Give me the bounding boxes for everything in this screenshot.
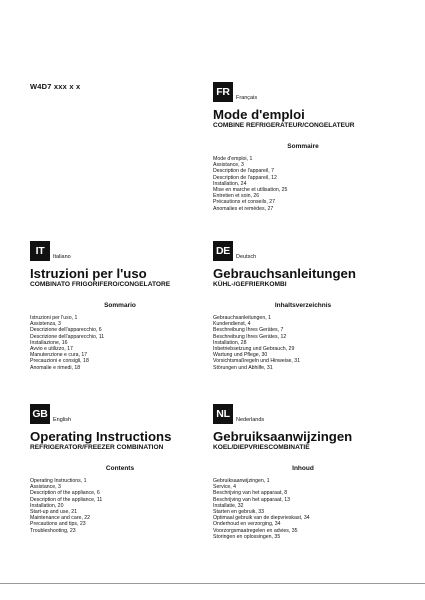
toc-heading: Inhoud xyxy=(292,465,314,472)
toc-entry: Installation, 20 xyxy=(30,502,64,509)
toc-entry: Gebrauchsanleitungen, 1 xyxy=(213,315,271,321)
manual-subtitle: COMBINE REFRIGERATEUR/CONGELATEUR xyxy=(213,122,355,129)
toc-entry: Manutenzione e cura, 17 xyxy=(30,352,88,359)
language-name: English xyxy=(53,417,72,423)
language-badge: IT xyxy=(30,241,50,261)
toc-entry: Onderhoud en verzorging, 34 xyxy=(213,521,281,528)
toc-entry: Vorsichtsmaßregeln und Hinweise, 31 xyxy=(213,358,301,365)
language-header xyxy=(213,403,393,424)
toc-entry: Mode d'emploi, 1 xyxy=(213,156,253,162)
toc-entry: Inbetriebsetzung und Gebrauch, 29 xyxy=(213,346,295,353)
toc-entry: Maintenance and care, 22 xyxy=(30,515,90,522)
toc-list xyxy=(213,156,393,212)
toc-entry: Description of the appliance, 11 xyxy=(30,496,103,503)
toc-list xyxy=(213,315,393,371)
toc-entry: Beschrijving van het apparaat, 8 xyxy=(213,490,288,497)
toc-entry: Operating Instructions, 1 xyxy=(30,478,87,484)
model-number: W4D7 xxx x x xyxy=(30,82,81,91)
toc-entry: Beschrijving van het apparaat, 13 xyxy=(213,496,290,503)
toc-entry: Description de l'appareil, 7 xyxy=(213,168,274,175)
section-gb xyxy=(30,403,210,534)
manual-subtitle: KÜHL-/GEFRIERKOMBI xyxy=(213,281,287,288)
toc-entry: Istruzioni per l'uso, 1 xyxy=(30,315,78,321)
toc-list xyxy=(30,315,210,371)
toc-entry: Description of the appliance, 6 xyxy=(30,490,100,497)
toc-entry: Störungen und Abhilfe, 31 xyxy=(213,364,273,371)
toc-entry: Précautions et conseils, 27 xyxy=(213,199,275,206)
toc-entry: Description de l'appareil, 12 xyxy=(213,174,277,181)
toc-entry: Precautions and tips, 23 xyxy=(30,521,86,528)
section-nl xyxy=(213,403,393,540)
section-fr xyxy=(213,81,393,212)
section-de xyxy=(213,240,393,371)
toc-entry: Gebruiksaanwijzingen, 1 xyxy=(213,478,270,484)
toc-entry: Mise en marche et utilisation, 25 xyxy=(213,187,288,194)
language-badge: DE xyxy=(213,241,233,261)
toc-heading: Contents xyxy=(105,465,135,472)
toc-entry: Avvio e utilizzo, 17 xyxy=(30,346,73,353)
toc-entry: Storingen en oplossingen, 35 xyxy=(213,533,281,540)
toc-entry: Installation, 24 xyxy=(213,180,247,187)
section-it xyxy=(30,240,210,371)
manual-title: Operating Instructions xyxy=(30,429,172,444)
manual-title: Gebruiksaanwijzingen xyxy=(213,429,353,444)
toc-list xyxy=(30,478,210,534)
toc-entry: Entretien et soin, 26 xyxy=(213,193,260,200)
manual-subtitle: COMBINATO FRIGORIFERO/CONGELATORE xyxy=(30,281,171,288)
language-name: Italiano xyxy=(53,254,71,260)
toc-entry: Assistance, 3 xyxy=(213,162,244,169)
language-header xyxy=(30,240,210,261)
manual-subtitle: REFRIGERATOR/FREEZER COMBINATION xyxy=(30,444,164,451)
language-header xyxy=(213,81,393,102)
toc-entry: Assistance, 3 xyxy=(30,484,61,491)
manual-title: Istruzioni per l'uso xyxy=(30,266,147,281)
toc-list xyxy=(213,478,393,540)
manual-title: Mode d'emploi xyxy=(213,107,305,122)
toc-entry: Service, 4 xyxy=(213,484,237,491)
toc-entry: Starten en gebruik, 33 xyxy=(213,509,265,516)
toc-entry: Descrizione dell'apparecchio, 6 xyxy=(30,327,102,334)
page-divider xyxy=(0,583,425,584)
toc-entry: Kundendienst, 4 xyxy=(213,321,251,328)
toc-entry: Optimaal gebruik van de diepvrieskast, 34 xyxy=(213,515,310,522)
language-name: Nederlands xyxy=(236,417,265,423)
language-badge: FR xyxy=(213,82,233,102)
toc-entry: Wartung und Pflege, 30 xyxy=(213,352,268,359)
toc-entry: Assistenza, 3 xyxy=(30,321,61,328)
toc-entry: Anomalies et remèdes, 27 xyxy=(213,205,274,212)
toc-entry: Beschreibung Ihres Gerätes, 7 xyxy=(213,327,284,334)
toc-entry: Troubleshooting, 23 xyxy=(30,527,76,534)
toc-entry: Precauzioni e consigli, 18 xyxy=(30,358,89,365)
language-header xyxy=(30,403,210,424)
language-name: Français xyxy=(236,95,258,101)
toc-entry: Start-up and use, 21 xyxy=(30,509,78,516)
toc-heading: Inhaltsverzeichnis xyxy=(274,302,332,309)
toc-entry: Descrizione dell'apparecchio, 11 xyxy=(30,333,105,340)
toc-entry: Anomalie e rimedi, 18 xyxy=(30,364,81,371)
toc-entry: Voorzorgsmaatregelen en advies, 35 xyxy=(213,527,298,534)
toc-heading: Sommario xyxy=(104,302,136,309)
language-header xyxy=(213,240,393,261)
toc-entry: Installatie, 32 xyxy=(213,502,244,509)
toc-entry: Beschreibung Ihres Gerätes, 12 xyxy=(213,333,287,340)
language-badge: GB xyxy=(30,404,50,424)
language-name: Deutsch xyxy=(236,254,257,260)
manual-subtitle: KOEL/DIEPVRIESCOMBINATIE xyxy=(213,444,310,451)
toc-entry: Installazione, 16 xyxy=(30,339,68,346)
toc-heading: Sommaire xyxy=(287,143,319,150)
toc-entry: Installation, 28 xyxy=(213,339,247,346)
language-badge: NL xyxy=(213,404,233,424)
manual-title: Gebrauchsanleitungen xyxy=(213,266,356,281)
